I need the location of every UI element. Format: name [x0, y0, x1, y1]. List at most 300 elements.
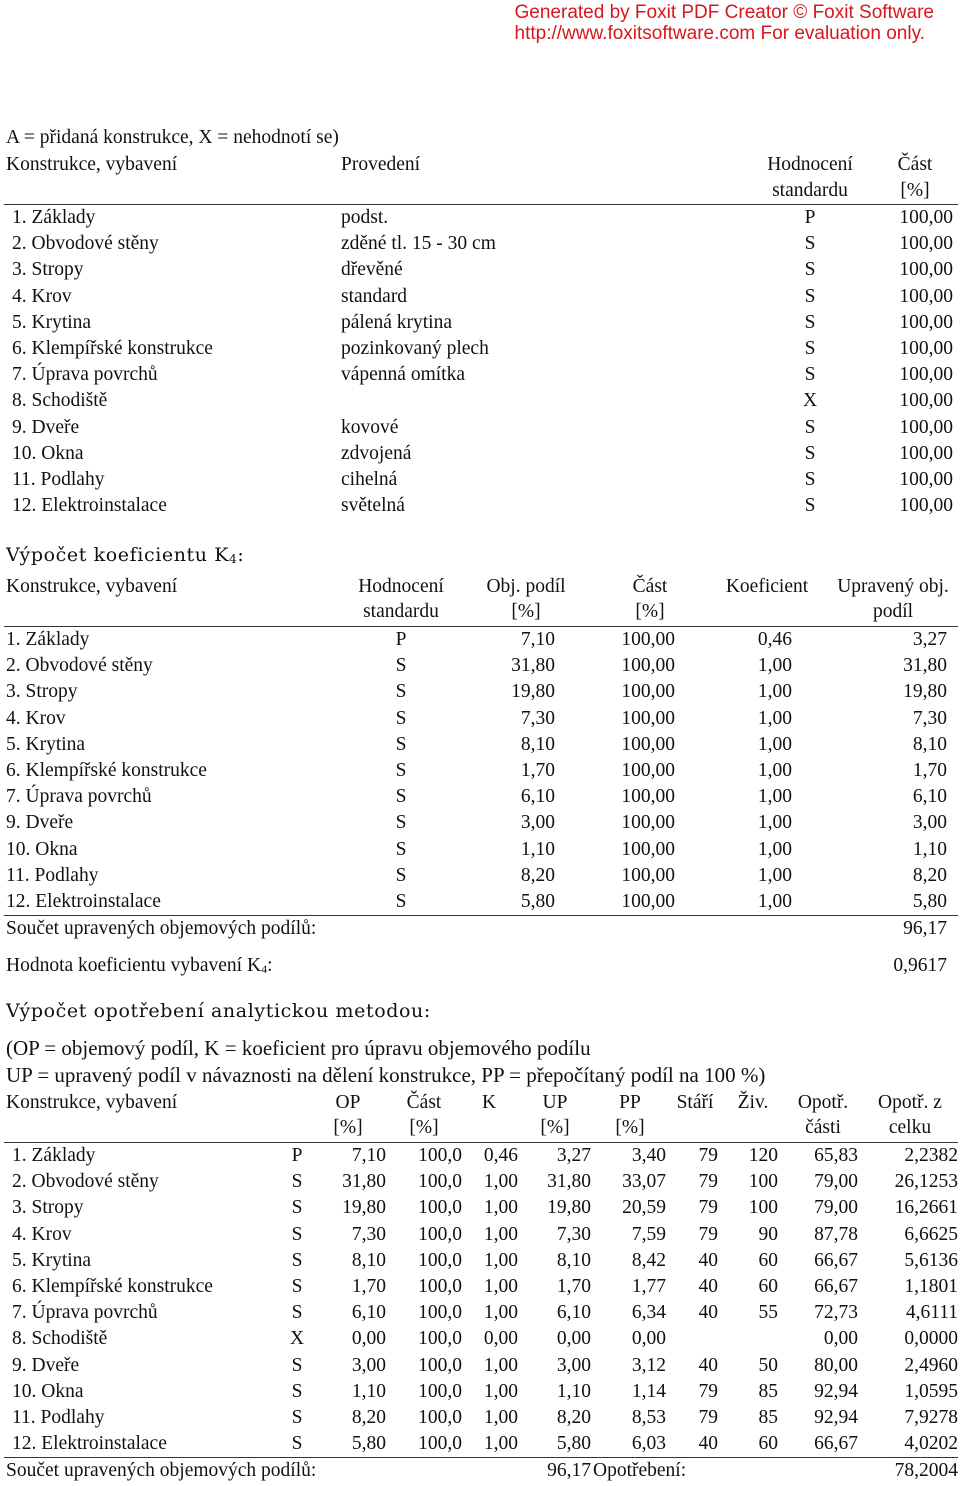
t3-sum-label: Součet upravených objemových podílů: — [6, 1460, 317, 1481]
t3-cell-wear-part: 87,78 — [814, 1223, 858, 1245]
t2-cell-adj: 8,10 — [912, 733, 947, 755]
t3-cell-age: 79 — [698, 1407, 718, 1428]
t3-cell-k: 1,00 — [483, 1197, 518, 1219]
t3-cell-up: 5,80 — [556, 1433, 591, 1455]
t3-cell-name: 2. Obvodové stěny — [12, 1171, 159, 1193]
t3-cell-up: 1,10 — [556, 1380, 591, 1402]
t3-cell-age: 40 — [698, 1249, 718, 1271]
t3-cell-up: 7,30 — [556, 1223, 591, 1245]
table-row — [0, 469, 960, 495]
t2-cell-part: 100,00 — [621, 707, 675, 729]
t3-cell-op: 7,10 — [351, 1145, 386, 1166]
t3-header-up-2: [%] — [540, 1117, 570, 1138]
t3-header-op-2: [%] — [333, 1117, 363, 1138]
t3-cell-part: 100,0 — [418, 1328, 462, 1350]
t3-cell-wear-part: 66,67 — [814, 1276, 858, 1297]
t2-header-share-2: [%] — [511, 601, 541, 622]
t3-cell-k: 1,00 — [483, 1171, 518, 1193]
t2-cell-name: 3. Stropy — [6, 681, 78, 703]
table-row — [0, 390, 960, 416]
t3-cell-age: 40 — [698, 1302, 718, 1324]
t2-header-share-1: Obj. podíl — [486, 576, 566, 597]
t3-cell-up: 0,00 — [556, 1328, 591, 1350]
t2-cell-share: 7,30 — [520, 707, 555, 729]
t3-cell-k: 1,00 — [483, 1223, 518, 1245]
t2-header-coef: Koeficient — [725, 576, 809, 597]
t3-cell-name: 7. Úprava povrchů — [12, 1302, 158, 1324]
t1-header-impl: Provedení — [341, 154, 421, 175]
t3-cell-pp: 1,14 — [631, 1380, 666, 1402]
t3-cell-rating: S — [291, 1171, 303, 1193]
t2-cell-coef: 1,00 — [757, 707, 792, 729]
t2-cell-adj: 5,80 — [912, 891, 947, 912]
t3-cell-up: 6,10 — [556, 1302, 591, 1324]
t3-cell-life: 100 — [748, 1171, 778, 1193]
t3-header-wear-part-1: Opotř. — [797, 1092, 849, 1113]
t3-cell-op: 1,70 — [351, 1276, 386, 1297]
t3-cell-wear-total: 5,6136 — [904, 1249, 958, 1271]
t2-cell-name: 12. Elektroinstalace — [6, 891, 161, 912]
t2-cell-share: 1,70 — [520, 760, 555, 781]
t3-cell-up: 8,10 — [556, 1249, 591, 1271]
t3-cell-rating: S — [291, 1249, 303, 1271]
t1-cell-impl: dřevěné — [341, 259, 403, 281]
watermark-line-2: http://www.foxitsoftware.com For evaluation only. — [514, 23, 925, 44]
t3-cell-k: 1,00 — [483, 1249, 518, 1271]
k4-label-colon: : — [267, 955, 273, 976]
t2-cell-coef: 1,00 — [757, 891, 792, 912]
t2-cell-rating: S — [395, 891, 407, 912]
table-row — [0, 1197, 960, 1223]
t3-cell-up: 8,20 — [556, 1407, 591, 1428]
t3-cell-rating: S — [291, 1276, 303, 1297]
table-row — [0, 1171, 960, 1197]
t2-cell-rating: S — [395, 655, 407, 677]
t3-cell-pp: 7,59 — [631, 1223, 666, 1245]
t1-cell-impl: pozinkovaný plech — [341, 338, 489, 359]
t2-cell-share: 7,10 — [520, 629, 555, 650]
t3-cell-name: 11. Podlahy — [12, 1407, 105, 1428]
t1-cell-part: 100,00 — [899, 442, 953, 464]
k4-label-sub: 4 — [261, 962, 268, 976]
t2-cell-coef: 1,00 — [757, 838, 792, 860]
t3-cell-life: 85 — [758, 1407, 778, 1428]
t3-cell-name: 8. Schodiště — [12, 1328, 108, 1350]
t2-cell-rating: S — [395, 707, 407, 729]
t3-cell-rating: S — [291, 1407, 303, 1428]
t2-cell-adj: 19,80 — [903, 681, 947, 703]
t3-cell-name: 6. Klempířské konstrukce — [12, 1276, 213, 1297]
t1-cell-name: 1. Základy — [12, 207, 96, 228]
t1-cell-rating: S — [804, 495, 816, 517]
t1-cell-impl: podst. — [341, 207, 389, 228]
t3-cell-age: 79 — [698, 1223, 718, 1245]
table-row — [0, 786, 960, 812]
t3-cell-age: 40 — [698, 1276, 718, 1297]
t2-cell-share: 8,20 — [520, 864, 555, 886]
t2-cell-share: 1,10 — [520, 838, 555, 860]
t3-cell-part: 100,0 — [418, 1407, 462, 1428]
table-row — [0, 734, 960, 760]
t3-cell-k: 1,00 — [483, 1302, 518, 1324]
t1-cell-name: 8. Schodiště — [12, 390, 108, 412]
t2-cell-rating: S — [395, 864, 407, 886]
watermark-line-1: Generated by Foxit PDF Creator © Foxit Software — [514, 2, 934, 23]
t3-cell-name: 9. Dveře — [12, 1354, 80, 1376]
k4-title-colon: : — [237, 544, 245, 566]
t1-cell-name: 10. Okna — [12, 442, 84, 464]
t3-cell-pp: 8,42 — [631, 1249, 666, 1271]
table-row — [0, 417, 960, 443]
t3-cell-wear-total: 4,6111 — [905, 1302, 958, 1324]
t2-header-part-1: Část — [632, 576, 668, 597]
t2-cell-name: 11. Podlahy — [6, 864, 99, 886]
t1-cell-impl: zdvojená — [341, 442, 412, 464]
t1-cell-part: 100,00 — [899, 311, 953, 333]
table-row — [0, 1407, 960, 1433]
t3-cell-life: 55 — [758, 1302, 778, 1324]
t3-cell-life: 60 — [758, 1249, 778, 1271]
t3-cell-pp: 8,53 — [631, 1407, 666, 1428]
t3-cell-part: 100,0 — [418, 1302, 462, 1324]
t2-cell-coef: 1,00 — [757, 655, 792, 677]
t3-cell-part: 100,0 — [418, 1433, 462, 1455]
t2-cell-part: 100,00 — [621, 760, 675, 781]
t2-cell-name: 1. Základy — [6, 629, 90, 650]
t3-cell-wear-part: 92,94 — [814, 1407, 858, 1428]
t3-header-name: Konstrukce, vybavení — [6, 1092, 178, 1113]
t3-cell-name: 5. Krytina — [12, 1249, 92, 1271]
t2-cell-coef: 1,00 — [757, 864, 792, 886]
t2-cell-name: 2. Obvodové stěny — [6, 655, 153, 677]
t3-cell-wear-total: 2,4960 — [904, 1354, 958, 1376]
t3-cell-life: 85 — [758, 1380, 778, 1402]
k4-value: 0,9617 — [893, 955, 947, 976]
t3-header-up-1: UP — [542, 1092, 568, 1113]
t3-sum-value: 96,17 — [547, 1460, 591, 1481]
t3-header-wear-total-2: celku — [888, 1117, 932, 1138]
t3-header-part-1: Část — [406, 1092, 442, 1113]
legend-line: A = přidaná konstrukce, X = nehodnotí se) — [6, 127, 339, 148]
t3-cell-rating: S — [291, 1223, 303, 1245]
t3-cell-k: 1,00 — [483, 1380, 518, 1402]
t2-cell-part: 100,00 — [621, 812, 675, 834]
table-row — [0, 1224, 960, 1250]
t1-cell-part: 100,00 — [899, 233, 953, 255]
t2-sum-label: Součet upravených objemových podílů: — [6, 918, 317, 939]
t3-header-part-2: [%] — [409, 1117, 439, 1138]
t1-cell-name: 6. Klempířské konstrukce — [12, 338, 213, 359]
wear-section-title: Výpočet opotřebení analytickou metodou: — [6, 1000, 431, 1022]
t2-cell-share: 19,80 — [511, 681, 555, 703]
t2-cell-coef: 0,46 — [757, 629, 792, 650]
t3-header-pp-1: PP — [619, 1092, 641, 1113]
t3-cell-up: 31,80 — [547, 1171, 591, 1193]
t3-cell-op: 3,00 — [351, 1354, 386, 1376]
t3-sum-rule — [4, 1457, 958, 1458]
t1-cell-part: 100,00 — [899, 338, 953, 359]
t1-cell-part: 100,00 — [899, 390, 953, 412]
t3-header-wear-total-1: Opotř. z — [878, 1092, 942, 1113]
t3-cell-rating: S — [291, 1354, 303, 1376]
t3-cell-pp: 3,40 — [631, 1145, 666, 1166]
t2-cell-adj: 1,10 — [912, 838, 947, 860]
t3-cell-part: 100,0 — [418, 1276, 462, 1297]
t3-cell-wear-part: 72,73 — [814, 1302, 858, 1324]
t3-cell-wear-total: 26,1253 — [894, 1171, 958, 1193]
t3-cell-wear-part: 66,67 — [814, 1249, 858, 1271]
t1-cell-rating: S — [804, 364, 816, 386]
table-row — [0, 839, 960, 865]
t2-cell-part: 100,00 — [621, 864, 675, 886]
t3-cell-wear-total: 1,0595 — [904, 1380, 958, 1402]
table-row — [0, 1276, 960, 1302]
t2-cell-name: 6. Klempířské konstrukce — [6, 760, 207, 781]
t3-header-life: Živ. — [737, 1092, 769, 1113]
k4-section-title — [6, 544, 244, 566]
t3-cell-name: 1. Základy — [12, 1145, 96, 1166]
t2-cell-name: 7. Úprava povrchů — [6, 786, 152, 808]
t3-cell-name: 10. Okna — [12, 1380, 84, 1402]
t3-cell-life: 50 — [758, 1354, 778, 1376]
t2-cell-rating: S — [395, 786, 407, 808]
t1-cell-rating: S — [804, 259, 816, 281]
t2-cell-part: 100,00 — [621, 786, 675, 808]
t3-header-k: K — [481, 1092, 497, 1113]
t3-cell-op: 7,30 — [351, 1223, 386, 1245]
t3-cell-k: 1,00 — [483, 1433, 518, 1455]
table-row — [0, 1250, 960, 1276]
t2-sum-value: 96,17 — [903, 918, 947, 939]
t2-cell-name: 9. Dveře — [6, 812, 74, 834]
t3-cell-op: 31,80 — [342, 1171, 386, 1193]
t3-cell-part: 100,0 — [418, 1354, 462, 1376]
t3-cell-wear-part: 65,83 — [814, 1145, 858, 1166]
t3-cell-pp: 3,12 — [631, 1354, 666, 1376]
t3-cell-pp: 0,00 — [631, 1328, 666, 1350]
t1-cell-name: 7. Úprava povrchů — [12, 364, 158, 386]
t3-cell-wear-total: 0,0000 — [904, 1328, 958, 1350]
table-row — [0, 891, 960, 917]
t3-cell-pp: 6,03 — [631, 1433, 666, 1455]
t1-cell-impl: světelná — [341, 495, 405, 517]
table-row — [0, 812, 960, 838]
t1-cell-name: 11. Podlahy — [12, 469, 105, 490]
t3-cell-rating: X — [289, 1328, 305, 1350]
t2-cell-share: 3,00 — [520, 812, 555, 834]
t3-cell-up: 1,70 — [556, 1276, 591, 1297]
table-row — [0, 443, 960, 469]
table-row — [0, 1145, 960, 1171]
t3-cell-rating: S — [291, 1380, 303, 1402]
t2-cell-share: 31,80 — [511, 655, 555, 677]
t3-cell-age: 40 — [698, 1433, 718, 1455]
t3-cell-age: 79 — [698, 1380, 718, 1402]
t2-cell-coef: 1,00 — [757, 786, 792, 808]
k4-label-text: Hodnota koeficientu vybavení K — [6, 955, 262, 976]
t1-cell-rating: S — [804, 442, 816, 464]
t3-cell-age: 79 — [698, 1145, 718, 1166]
t3-cell-k: 1,00 — [483, 1276, 518, 1297]
t2-header-adj-1: Upravený obj. — [837, 576, 949, 597]
t1-header-rating-2: standardu — [772, 180, 848, 201]
t3-cell-name: 3. Stropy — [12, 1197, 84, 1219]
t2-cell-adj: 7,30 — [912, 707, 947, 729]
t3-cell-up: 3,27 — [556, 1145, 591, 1166]
t2-cell-part: 100,00 — [621, 655, 675, 677]
t1-cell-name: 4. Krov — [12, 285, 72, 307]
t3-cell-part: 100,0 — [418, 1380, 462, 1402]
table-row — [0, 1355, 960, 1381]
t3-cell-part: 100,0 — [418, 1249, 462, 1271]
t3-header-pp-2: [%] — [615, 1117, 645, 1138]
t3-cell-wear-part: 80,00 — [814, 1354, 858, 1376]
t3-cell-age: 79 — [698, 1171, 718, 1193]
t3-cell-op: 0,00 — [351, 1328, 386, 1350]
t1-cell-name: 3. Stropy — [12, 259, 84, 281]
t2-cell-rating: P — [395, 629, 407, 650]
t1-cell-rating: S — [804, 233, 816, 255]
table-row — [0, 1328, 960, 1354]
t3-wear-value: 78,2004 — [894, 1460, 958, 1481]
table-row — [0, 708, 960, 734]
t2-header-adj-2: podíl — [872, 601, 914, 622]
t1-header-name: Konstrukce, vybavení — [6, 154, 178, 175]
table-row — [0, 495, 960, 521]
table-row — [0, 259, 960, 285]
t3-cell-op: 1,10 — [351, 1380, 386, 1402]
t1-header-rating-1: Hodnocení — [767, 154, 853, 175]
k4-title-sub: 4 — [229, 552, 238, 566]
t2-cell-part: 100,00 — [621, 733, 675, 755]
t1-cell-rating: S — [804, 469, 816, 490]
t2-header-part-2: [%] — [635, 601, 665, 622]
t3-cell-pp: 6,34 — [631, 1302, 666, 1324]
t2-cell-adj: 8,20 — [912, 864, 947, 886]
k4-title-text: Výpočet koeficientu K — [6, 544, 230, 566]
t3-cell-wear-part: 79,00 — [814, 1171, 858, 1193]
t1-cell-name: 12. Elektroinstalace — [12, 495, 167, 517]
t3-cell-pp: 1,77 — [631, 1276, 666, 1297]
t2-cell-rating: S — [395, 681, 407, 703]
t3-cell-k: 0,46 — [483, 1145, 518, 1166]
t3-cell-pp: 20,59 — [622, 1197, 666, 1219]
table-row — [0, 364, 960, 390]
t2-cell-coef: 1,00 — [757, 733, 792, 755]
t3-cell-pp: 33,07 — [622, 1171, 666, 1193]
t2-header-rule — [4, 626, 958, 627]
table-row — [0, 338, 960, 364]
t3-cell-age: 79 — [698, 1197, 718, 1219]
t3-cell-life: 60 — [758, 1433, 778, 1455]
t2-cell-rating: S — [395, 760, 407, 781]
t3-cell-k: 1,00 — [483, 1354, 518, 1376]
t2-cell-part: 100,00 — [621, 838, 675, 860]
t3-cell-k: 0,00 — [483, 1328, 518, 1350]
t3-cell-part: 100,0 — [418, 1197, 462, 1219]
t3-cell-name: 4. Krov — [12, 1223, 72, 1245]
t1-cell-part: 100,00 — [899, 207, 953, 228]
t3-header-op-1: OP — [335, 1092, 361, 1113]
t3-cell-life: 90 — [758, 1223, 778, 1245]
t3-cell-wear-part: 79,00 — [814, 1197, 858, 1219]
t3-cell-wear-part: 0,00 — [823, 1328, 858, 1350]
t3-cell-wear-total: 6,6625 — [904, 1223, 958, 1245]
t2-cell-adj: 3,27 — [912, 629, 947, 650]
t1-cell-impl: zděné tl. 15 - 30 cm — [341, 233, 496, 255]
t3-cell-op: 5,80 — [351, 1433, 386, 1455]
table-row — [0, 207, 960, 233]
t3-cell-rating: S — [291, 1197, 303, 1219]
t3-cell-up: 3,00 — [556, 1354, 591, 1376]
t3-cell-rating: S — [291, 1302, 303, 1324]
t3-cell-op: 19,80 — [342, 1197, 386, 1219]
t3-cell-part: 100,0 — [418, 1145, 462, 1166]
t3-cell-wear-total: 1,1801 — [904, 1276, 958, 1297]
t3-cell-life: 120 — [748, 1145, 778, 1166]
t3-cell-part: 100,0 — [418, 1223, 462, 1245]
t1-cell-impl: kovové — [341, 416, 399, 438]
t3-cell-wear-total: 4,0202 — [904, 1433, 958, 1455]
t3-header-wear-part-2: části — [805, 1117, 841, 1138]
t1-cell-impl: standard — [341, 285, 408, 307]
t3-cell-life: 60 — [758, 1276, 778, 1297]
t2-cell-share: 8,10 — [520, 733, 555, 755]
t3-cell-wear-total: 16,2661 — [894, 1197, 958, 1219]
t1-cell-part: 100,00 — [899, 364, 953, 386]
t3-cell-rating: S — [291, 1433, 303, 1455]
t1-header-part-1: Část — [897, 154, 933, 175]
table-row — [0, 1381, 960, 1407]
t3-cell-name: 12. Elektroinstalace — [12, 1433, 167, 1455]
t3-cell-op: 8,20 — [351, 1407, 386, 1428]
t2-cell-name: 10. Okna — [6, 838, 78, 860]
t3-header-age: Stáří — [676, 1092, 714, 1113]
t2-cell-share: 6,10 — [520, 786, 555, 808]
t2-cell-part: 100,00 — [621, 629, 675, 650]
t3-cell-age: 40 — [698, 1354, 718, 1376]
t2-cell-share: 5,80 — [520, 891, 555, 912]
t2-cell-rating: S — [395, 812, 407, 834]
t3-cell-op: 8,10 — [351, 1249, 386, 1271]
wear-note-1: (OP = objemový podíl, K = koeficient pro úpravu objemového podílu — [6, 1036, 591, 1060]
t2-cell-adj: 6,10 — [912, 786, 947, 808]
k4-value-label — [6, 955, 272, 977]
t2-cell-adj: 3,00 — [912, 812, 947, 834]
t1-cell-impl: vápenná omítka — [341, 364, 465, 386]
t1-cell-rating: X — [802, 390, 818, 412]
t2-cell-part: 100,00 — [621, 891, 675, 912]
t3-wear-label: Opotřebení: — [593, 1460, 687, 1481]
table-row — [0, 865, 960, 891]
table-row — [0, 233, 960, 259]
watermark — [515, 2, 934, 44]
t1-cell-rating: S — [804, 285, 816, 307]
t1-cell-part: 100,00 — [899, 259, 953, 281]
table-row — [0, 681, 960, 707]
t2-header-rating-2: standardu — [363, 601, 439, 622]
t1-cell-name: 9. Dveře — [12, 416, 80, 438]
table-row — [0, 286, 960, 312]
t1-cell-name: 2. Obvodové stěny — [12, 233, 159, 255]
t1-cell-name: 5. Krytina — [12, 311, 92, 333]
t1-cell-rating: S — [804, 416, 816, 438]
t2-cell-rating: S — [395, 733, 407, 755]
t1-cell-impl: pálená krytina — [341, 311, 452, 333]
t3-cell-op: 6,10 — [351, 1302, 386, 1324]
t3-cell-up: 19,80 — [547, 1197, 591, 1219]
t2-cell-name: 5. Krytina — [6, 733, 86, 755]
